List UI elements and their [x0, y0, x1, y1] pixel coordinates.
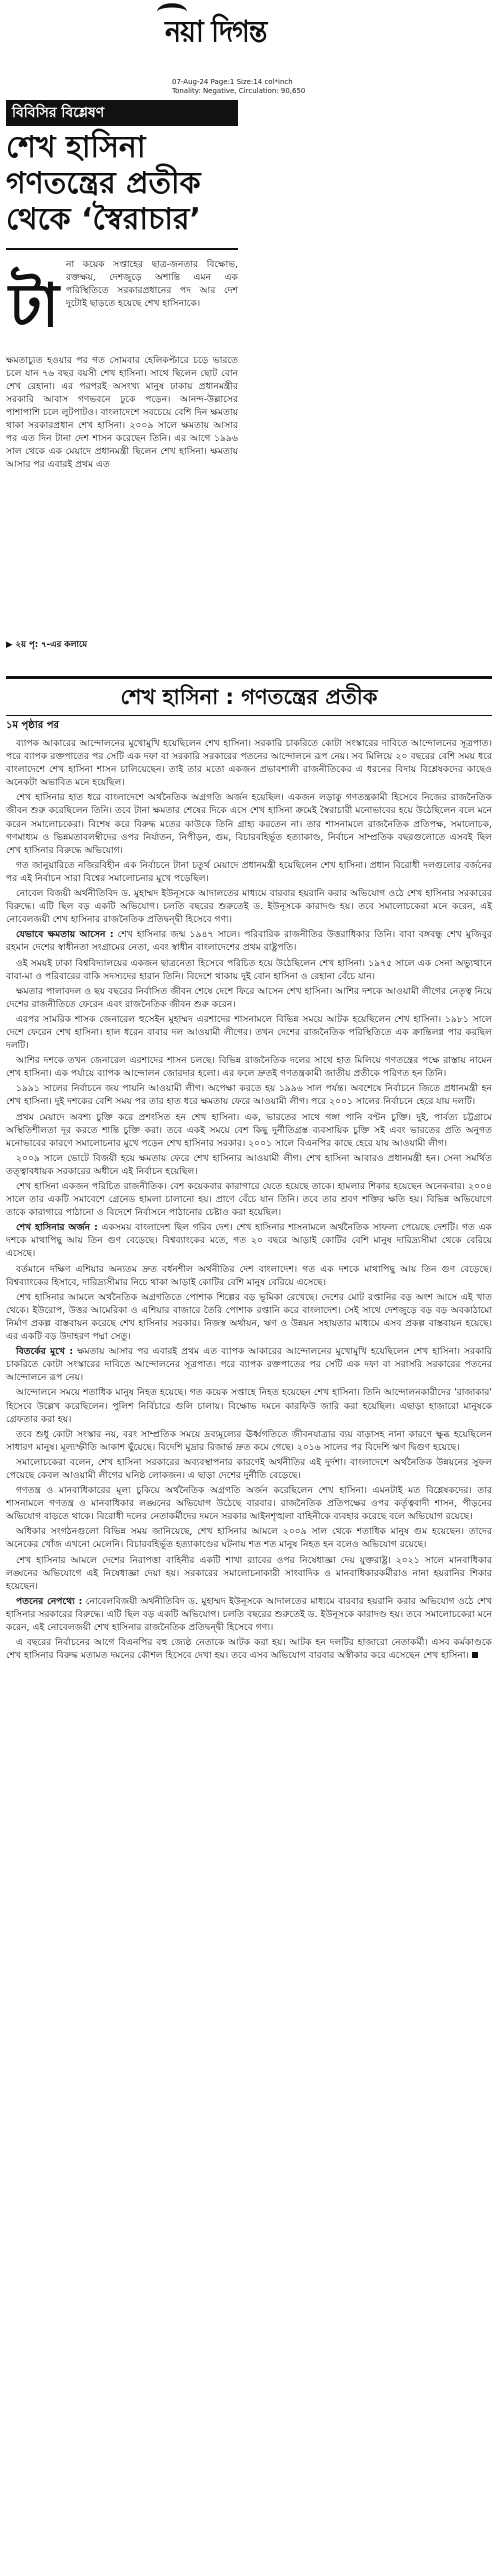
article-paragraph — [6, 1180, 492, 1219]
paragraph-subhead: বিতর্কের মুখে : — [16, 1346, 73, 1358]
article-paragraph — [6, 1428, 492, 1454]
paragraph-text: নোবেলবিজয়ী অর্থনীতিবিদ ড. মুহাম্মদ ইউনূসকে আদালতের মাধ্যমে বারবার হয়রানি করার অভিযোগ ওঠে শেখ হাসিনার সরকারের বিরুদ্ধে। এটি ছিল বড় একটি অভিযোগ। চলতি বছরের শুরুতেই ড. ইউনূসকে কারাদণ্ড হয়। তবে সমালোচকেরা মনে করেন, এই নোবেলজয়ী শেখ হাসিনার রাজনৈতিক প্রতিদ্বন্দ্বী হিসেবে গণ্য। — [6, 1595, 493, 1633]
paragraph-text: এরপর সামরিক শাসক জেনারেল হুসেইন মুহাম্মদ এরশাদের শাসনামলে বিভিন্ন সময়ে আটক হয়েছিলেন শেখ হাসিনা। ১৯৮১ সালে দেশে ফেরেন শেখ হাসিনা। হাল ধরেন বাবার দল আওয়ামী লীগের। তখন দেশের রাজনৈতিক পরিস্থিতিতে এক ক্রান্তিলগ্ন পার করছিল দলটি। — [6, 1013, 492, 1052]
article-paragraph — [6, 1456, 492, 1482]
article-body: ক্ষমতাচ্যুত হওয়ার পর গত সোমবার হেলিকপ্টারে চড়ে ভারতে চলে যান ৭৬ বছর বয়সী শেখ হাসিনা। সাথে ছিলেন ছোট বোন শেখ রেহানা। এর পরপরই অসংখ্য মানুষ ঢাকায় প্রধানমন্ত্রীর সরকারি আবাস গণভবনে ঢুকে পড়েন। আনন্দ-উল্লাসের পাশাপাশি চলে লুটপাটও। বাংলাদেশে সবচেয়ে বেশি দিন ক্ষমতায় থাকা সরকারপ্রধান শেখ হাসিনা। ২০০৯ সালে ক্ষমতায় আসার পর এত দিন টানা দেশ শাসন করেছেন তিনি। এর আগে ১৯৯৬ সাল থেকে এক মেয়াদে প্রধানমন্ত্রী ছিলেন শেখ হাসিনা। ক্ষমতায় আসার পর এবারই প্রথম এত — [6, 355, 238, 470]
paragraph-text: বর্তমানে দক্ষিণ এশিয়ার অন্যতম দ্রুত বর্ধনশীল অর্থনীতির দেশ বাংলাদেশ। গত এক দশকে মাথাপিছু আয় তিন গুণ বেড়েছে। বিশ্বব্যাংকের হিসাবে, দারিদ্র্যসীমার নিচে থাকা আড়াই কোটির বেশি মানুষ বেরিয়ে এসেছে। — [6, 1263, 492, 1288]
article-paragraph — [6, 1386, 492, 1425]
clipping-tonality-line: Tonality: Negative, Circulation: 90,650 — [172, 87, 306, 95]
feature-article — [6, 100, 238, 660]
article-paragraph — [6, 1263, 492, 1289]
clipping-meta — [172, 78, 498, 96]
headline-line: থেকে ‘স্বৈরাচার’ — [6, 202, 201, 237]
article-paragraph — [6, 1291, 492, 1343]
article-paragraph — [6, 957, 492, 983]
article-paragraph — [6, 928, 492, 954]
logo-arc-mark — [157, 3, 187, 21]
masthead — [0, 0, 498, 96]
continuation-title: শেখ হাসিনা : গণতন্ত্রের প্রতীক — [120, 685, 378, 709]
paragraph-text: শেখ হাসিনার হাত ধরে বাংলাদেশে অর্থনৈতিক অগ্রগতি অর্জন হয়েছিল। একজন লড়াকু গণতন্ত্রকামী হিসেবে নিজের রাজনৈতিক জীবন শুরু করেছিলেন তিনি। তবে টানা ক্ষমতার শেষের দিকে এসে শেখ হাসিনা ক্রমেই স্বৈরাচারী মনোভাবের হয়ে উঠেছিলেন বলে মনে করেন সমালোচকেরা। বিশেষ করে বিরুদ্ধ মতের কাউকে তিনি গ্রাহ্য করতেন না। তার শাসনামলে রাজনৈতিক প্রতিপক্ষ, সমালোচক, গণমাধ্যম ও ভিন্নমতাবলম্বীদের ওপর নির্যাতন, নিপীড়ন, গুম, বিচারবহির্ভূত হত্যাকাণ্ড, নির্বাচন সাম্প্রতিক বছরগুলোতে এসবই ছিল শেখ হাসিনার বিরুদ্ধে অভিযোগ। — [6, 792, 492, 856]
paragraph-text: শেখ হাসিনা একজন পরিচিত রাজনীতিক। বেশ কয়েকবার কারাগারে যেতে হয়েছে তাকে। হামলার শিকার হয়েছেন অনেকবার। ২০০৪ সালে তার একটি সমাবেশে গ্রেনেড হামলা চালানো হয়। প্রাণে বেঁচে যান তিনি। তবে তার শ্রবণ শক্তির ক্ষতি হয়। বিভিন্ন অভিযোগে তাকে কারাগারে পাঠানো ও বিদেশে নির্বাসনে পাঠানোর চেষ্টাও করা হয়েছিল। — [6, 1181, 492, 1219]
section-kicker: বিবিসির বিশ্লেষণ — [6, 100, 238, 126]
article-paragraph — [6, 1484, 492, 1523]
article-paragraph — [6, 887, 492, 926]
article-paragraph — [6, 1013, 492, 1052]
paragraph-text: ব্যাপক আকারের আন্দোলনের মুখোমুখি হয়েছিলেন শেখ হাসিনা। সরকারি চাকরিতে কোটা সংস্কারের দাবিতে আন্দোলনের সূত্রপাত। পরে ব্যাপক রক্তপাতের পর সেটি এক দফা বা সরকারি সরকারের পতনের আন্দোলনে রূপ নেয়। সব মিলিয়ে ২০ বছরের বেশি সময় ধরে বাংলাদেশে শেখ হাসিনা শাসন চালিয়েছেন। তাই তার মতো একজন প্রভাবশালী রাজনীতিকের এ ধরনের বিদায় বিশ্লেষকদের কাছেও অনেকটা অভাবিত মনে হয়েছিল। — [6, 738, 492, 789]
clipping-date-line: 07-Aug-24 Page:1 Size:14 col*inch — [172, 78, 293, 86]
article-body-top: না কয়েক সপ্তাহের ছাত্র-জনতার বিক্ষোভ, রক্তক্ষয়, দেশজুড়ে অশান্তি এমন এক পরিস্থিতিতে সরকারপ্রধানের পদ আর দেশ দুটোই ছাড়তে হয়েছে শেখ হাসিনাকে। — [66, 259, 238, 309]
article-paragraph — [6, 737, 492, 789]
article-paragraph — [6, 1636, 492, 1662]
headline-line: শেখ হাসিনা — [6, 130, 146, 165]
paragraph-text: ক্ষমতায় আসার পর এবারই প্রথম এত ব্যাপক আকারের আন্দোলনের মুখোমুখি হয়েছিলেন শেখ হাসিনা। সরকারি চাকরিতে কোটা সংস্কারের দাবিতে আন্দোলনের সূত্রপাত। পরে ব্যাপক রক্তপাতের পর সেটি এক দফা বা সরাসরি সরকারের পতনের আন্দোলনে রূপ নেয়। — [6, 1346, 492, 1384]
paragraph-text: অধিকার সংগঠনগুলো বিভিন্ন সময় জানিয়েছে, শেখ হাসিনার আমলে ২০০৯ সাল থেকে শতাধিক মানুষ গুম হয়েছেন। তাদের অনেকের খোঁজ এখনো মেলেনি। বিচারবহির্ভূত হত্যাকাণ্ডের ঘটনায় শত শত মানুষ নিহত হন বলেও অভিযোগ রয়েছে। — [6, 1526, 492, 1551]
paragraph-list — [6, 737, 492, 1662]
article-paragraph — [6, 1152, 492, 1178]
end-mark — [472, 1652, 478, 1658]
article-paragraph — [6, 1082, 492, 1108]
jump-line: ▶ ২য় পৃ: ৭-এর কলামে — [6, 640, 88, 650]
paragraph-text: ওই সময়ই ঢাকা বিশ্ববিদ্যালয়ের একজন ছাত্রনেতা হিসেবে পরিচিত হয়ে উঠেছিলেন শেখ হাসিনা। ১৯৭৫ সালে এক সেনা অভ্যুত্থানে বাবা-মা ও পরিবারের বাকি সদস্যদের হারান তিনি। বিদেশে থাকায় দুই বোন হাসিনা ও রেহানা বেঁচে যান। — [6, 957, 492, 982]
article-paragraph — [6, 985, 492, 1011]
continuation-banner — [6, 676, 492, 716]
newspaper-logo — [165, 10, 266, 60]
paragraph-text: তবে শুধু কোটা সংস্কার নয়, বরং সাম্প্রতিক সময়ে দ্রব্যমূল্যের ঊর্ধ্বগতিতে জীবনযাত্রার ব্যয় বাড়াসহ নানা কারণে ক্ষুব্ধ হয়েছিলেন সাধারণ মানুষ। মূল্যস্ফীতি আকাশ ছুঁয়েছে। বিদেশি মুদ্রার রিজার্ভ দ্রুত কমে গেছে। ২০১৬ সালের পর বিদেশি ঋণ দ্বিগুণ হয়েছে। — [6, 1428, 492, 1453]
paragraph-text: ২০০৯ সালে ভোটে বিজয়ী হয়ে ক্ষমতায় ফেরে শেখ হাসিনার আওয়ামী লীগ। শেখ হাসিনা আবারও প্রধানমন্ত্রী হন। সেনা সমর্থিত তত্ত্বাবধায়ক সরকারের অধীনে এই নির্বাচন হয়েছিল। — [6, 1152, 492, 1177]
headline-line: গণতন্ত্রের প্রতীক — [6, 166, 201, 201]
paragraph-text: গণতন্ত্র ও মানবাধিকারের মূল্য চুকিয়ে অর্থনৈতিক অগ্রগতি অর্জন করেছিলেন শেখ হাসিনা। এমনটাই মত বিশ্লেষকদের। তার শাসনামলে গণতন্ত্র ও মানবাধিকার লঙ্ঘনের অভিযোগ উঠেছে বারবার। রাজনৈতিক প্রতিপক্ষের ওপর কর্তৃত্ববাদী শাসন, পীড়নের অভিযোগ বাড়তে থাকে। বিরোধী দলের নেতাকর্মীদের দমনে সরকার আইনশৃঙ্খলা বাহিনীকে ব্যবহার করেছে বলে অভিযোগ রয়েছে। — [6, 1485, 492, 1523]
article-paragraph — [6, 1525, 492, 1551]
paragraph-text: শেখ হাসিনার আমলে অর্থনৈতিক অগ্রগতিতে পোশাক শিল্পের বড় ভূমিকা রেখেছে। দেশের মোট রপ্তানির বড় অংশ আসে এই খাত থেকে। ইউরোপ, উত্তর আমেরিকা ও এশিয়ার বাজারে তৈরি পোশাক রপ্তানি করে বাংলাদেশ। সেই সাথে দেশজুড়ে বড় বড় অবকাঠামো নির্মাণ প্রকল্প বাস্তবায়ন করেছে শেখ হাসিনার সরকার। নিজস্ব অর্থায়ন, ঋণ ও উন্নয়ন সহায়তার মাধ্যমে এসব প্রকল্প বাস্তবায়ন হয়েছে। এর একটি বড় উদাহরণ পদ্মা সেতু। — [6, 1291, 492, 1343]
paragraph-subhead: পতনের নেপথ্যে : — [16, 1595, 83, 1607]
article-paragraph — [6, 1221, 492, 1260]
article-headline — [6, 130, 238, 238]
paragraph-text: সমালোচকেরা বলেন, শেখ হাসিনা সরকারের অব্যবস্থাপনার কারণেই অর্থনীতির এই দুর্দশা। বাংলাদেশে অর্থনৈতিক উন্নয়নের সুফল পেয়েছে কেবল আওয়ামী লীগের ঘনিষ্ঠ লোকজন। এ ছাড়া দেশের দুর্নীতি বেড়েছে। — [6, 1456, 492, 1481]
paragraph-text: ১৯৯১ সালের নির্বাচনে জয় পায়নি আওয়ামী লীগ। অপেক্ষা করতে হয় ১৯৯৬ সাল পর্যন্ত। অবশেষে নির্বাচনে জিতে প্রধানমন্ত্রী হন শেখ হাসিনা। দুই দশকের বেশি সময় পর তার হাত ধরে ক্ষমতায় ফেরে আওয়ামী লীগ। পরে ২০০১ সালের নির্বাচনে হেরে যায় দলটি। — [6, 1083, 492, 1108]
article-paragraph — [6, 1345, 492, 1384]
paragraph-text: গত জানুয়ারিতে নজিরবিহীন এক নির্বাচনে টানা চতুর্থ মেয়াদে প্রধানমন্ত্রী হয়েছিলেন শেখ হাসিনা। প্রধান বিরোধী দলগুলোর বর্জনের পর এই নির্বাচন সারা বিশ্বের সমালোচনার মুখে পড়েছিল। — [6, 859, 492, 884]
paragraph-text: আশির দশকে তখন জেনারেল এরশাদের শাসন চলছে। বিভিন্ন রাজনৈতিক দলের সাথে হাত মিলিয়ে গণতন্ত্রের পক্ষে রাস্তায় নামেন শেখ হাসিনা। এক পর্যায়ে ব্যাপক আন্দোলন জোরদার হলো। এর ফলে দ্রুতই গণতন্ত্রকামী জাতীয় প্রতীকে পরিণত হন তিনি। — [6, 1055, 492, 1080]
paragraph-subhead: যেভাবে ক্ষমতায় আসেন : — [16, 929, 114, 941]
continued-from-label: ১ম পৃষ্ঠার পর — [6, 720, 59, 731]
paragraph-text: ক্ষমতার পালাবদল ও ছয় বছরের নির্বাসিত জীবন শেষে দেশে ফিরে আসেন শেখ হাসিনা। আশির দশকে আওয়ামী লীগের নেতৃত্ব নিয়ে দেশের রাজনীতিতে ফেরেন এবং রাজনৈতিক জীবন শুরু করেন। — [6, 985, 492, 1010]
article-paragraph — [6, 1595, 492, 1634]
logo-text: নয়া দিগন্ত — [165, 15, 267, 50]
drop-cap: টা — [8, 271, 60, 341]
continuation-body — [6, 718, 492, 1664]
paragraph-text: প্রথম মেয়াদে অবশ্য চুক্তি করে প্রশংসিত হন শেখ হাসিনা। এক, ভারতের সাথে গঙ্গা পানি বণ্টন চুক্তি। দুই, পার্বত্য চট্টগ্রামে অস্থিতিশীলতা দূর করতে শান্তি চুক্তি করা। তবে একই সময়ে বেশ কিছু দুর্নীতিগ্রস্ত ব্যবসায়িক চুক্তি সই এবং ভারতের প্রতি অনুগত মনোভাবের কারণে সমালোচনার মুখে পড়েন শেখ হাসিনার সরকার। ২০০১ সালে বিএনপির কাছে হেরে যায় আওয়ামী লীগ। — [6, 1111, 492, 1149]
article-paragraph — [6, 791, 492, 856]
article-paragraph — [6, 1054, 492, 1080]
paragraph-subhead: শেখ হাসিনার অর্জন : — [16, 1222, 98, 1234]
paragraph-text: এ বছরের নির্বাচনের আগে বিএনপির বহু জ্যেষ্ঠ নেতাকে আটক করা হয়। আটক হন দলটির হাজারো নেতাকর্মী। এসব কর্মকাণ্ডকে শেখ হাসিনার বিরুদ্ধ মতামত দমনের কৌশল হিসেবে দেখা হয়। তবে এসব অভিযোগ বারবার অস্বীকার করে এসেছেন শেখ হাসিনা। — [6, 1637, 492, 1662]
article-paragraph — [6, 859, 492, 885]
paragraph-text: শেখ হাসিনার জন্ম ১৯৪৭ সালে। পরিবারিক রাজনীতির উত্তরাধিকার তিনি। বাবা বঙ্গবন্ধু শেখ মুজিবুর রহমান দেশের স্বাধীনতা সংগ্রামের নেতা, এবং স্বাধীন বাংলাদেশের প্রথম রাষ্ট্রপতি। — [6, 929, 492, 954]
paragraph-text: একসময় বাংলাদেশ ছিল গরিব দেশ। শেখ হাসিনার শাসনামলে অর্থনৈতিক সাফল্য পেয়েছে দেশটি। গত এক দশকে মাথাপিছু আয় তিন গুণ বেড়েছে। বিশ্বব্যাংকের মতে, গত ২০ বছরে আড়াই কোটির বেশি মানুষ দারিদ্র্যসীমা থেকে বেরিয়ে এসেছে। — [6, 1222, 492, 1260]
article-paragraph — [6, 1111, 492, 1150]
headline-rule — [6, 248, 238, 250]
paragraph-text: নোবেল বিজয়ী অর্থনীতিবিদ ড. মুহাম্মদ ইউনূসকে আদালতের মাধ্যমে বারবার হয়রানি করার অভিযোগ ওঠে শেখ হাসিনার সরকারের বিরুদ্ধে। এটি ছিল বড় একটি অভিযোগ। চলতি বছরের শুরুতেই ড. ইউনূসকে কারাদণ্ড হয়। তবে সমালোচকেরা মনে করেন, এই নোবেলজয়ী শেখ হাসিনার রাজনৈতিক প্রতিদ্বন্দ্বী হিসেবে গণ্য। — [6, 888, 492, 926]
article-paragraph — [6, 1554, 492, 1593]
paragraph-text: শেখ হাসিনার আমলে দেশের নিরাপত্তা বাহিনীর একটি শাখা র‍্যাবের ওপর নিষেধাজ্ঞা দেয় যুক্তরাষ্ট্র। ২০২১ সালে মানবাধিকার লঙ্ঘনের অভিযোগে এই নিষেধাজ্ঞা দেয়া হয়। সরকারের সমালোচনাকারী সাংবাদিক ও মানবাধিকারকর্মীরাও নানা হয়রানির শিকার হয়েছেন। — [6, 1554, 492, 1592]
paragraph-text: আন্দোলনে সময়ে শতাধিক মানুষ নিহত হয়েছে। গত কয়েক সপ্তাহে নিহত হয়েছেন শেখ হাসিনা। তিনি আন্দোলনকারীদের 'রাজাকার' হিসেবে উল্লেখ করেছিলেন। পুলিশ নির্বিচারে গুলি চালায়। বিক্ষোভ দমনে কারফিউ জারি করা হয়েছিল। এছাড়া হাজারো মানুষকে গ্রেফতার করা হয়। — [6, 1387, 492, 1425]
